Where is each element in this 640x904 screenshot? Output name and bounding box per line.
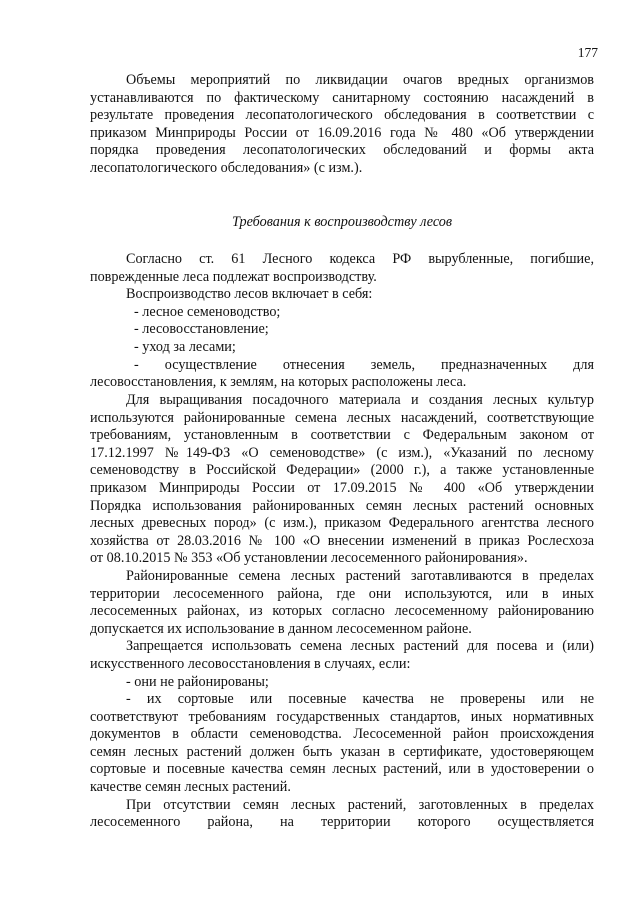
text-line: лесовосстановления, к землям, на которых расположены леса.	[90, 374, 467, 391]
text-line: документов в области семеноводства. Лесосеменной район происхождения	[90, 726, 594, 743]
list-item: - лесовосстановление;	[134, 321, 269, 338]
text-line: используются районированные семена лесных насаждений, соответствующие	[90, 409, 594, 426]
text-line: Объемы мероприятий по ликвидации очагов вредных организмов	[126, 72, 594, 88]
text-line: 17.12.1997 №149-ФЗ «О семеноводстве» (с изм.), «Указаний по лесному	[90, 444, 594, 461]
list-item: - они не районированы;	[126, 673, 269, 690]
text-line: от 08.10.2015 № 353 «Об установлении лесосеменного районирования».	[90, 550, 528, 567]
text-line: приказом Минприроды России от 17.09.2015 № 400 «Об утверждении	[90, 479, 594, 496]
text-line: приказом Минприроды России от 16.09.2016 года № 480 «Об утверждении	[90, 124, 594, 141]
paragraph-forest-code	[90, 251, 594, 392]
text-line: устанавливаются по фактическому санитарному состоянию насаждений в	[90, 89, 594, 106]
text-line: лесопатологического обследования» (с изм.).	[90, 159, 363, 176]
text-line: семеноводству в Российской Федерации» (2000 г.), а также установленные	[90, 462, 594, 479]
text-line: результате проведения лесопатологического обследования в соответствии с	[90, 107, 594, 124]
paragraph-eradication-volumes	[90, 72, 594, 178]
text-line: Порядка использования районированных семян лесных растений основных	[90, 497, 594, 514]
text-line: Запрещается использовать семена лесных растений для посева и (или)	[126, 638, 594, 655]
text-line: поврежденные леса подлежат воспроизводству.	[90, 268, 377, 285]
text-line: При отсутствии семян лесных растений, заготовленных в пределах	[126, 796, 594, 813]
paragraph-seed-material	[90, 392, 594, 832]
text-line: лесосеменных районах, из которых согласно лесосеменному районированию	[90, 603, 594, 620]
list-item: - лесное семеноводство;	[134, 303, 281, 320]
list-item: - уход за лесами;	[134, 338, 236, 355]
text-line: территории лесосеменного района, где они используются, или в иных	[90, 585, 594, 602]
text-line: Для выращивания посадочного материала и создания лесных культур	[126, 392, 594, 408]
text-line: Согласно ст. 61 Лесного кодекса РФ вырубленные, погибшие,	[126, 251, 594, 267]
section-heading: Требования к воспроизводству лесов	[231, 214, 453, 230]
text-line: порядка проведения лесопатологических обследований и формы акта	[90, 142, 594, 159]
text-line: искусственного лесовосстановления в случаях, если:	[90, 655, 411, 672]
list-item: - осуществление отнесения земель, предназначенных для	[134, 356, 594, 373]
text-line: соответствуют требованиям государственных стандартов, иных нормативных	[90, 708, 594, 725]
text-line: допускается их использование в данном лесосеменном районе.	[90, 620, 472, 637]
text-line: Районированные семена лесных растений заготавливаются в пределах	[126, 567, 594, 584]
page-number: 177	[577, 45, 598, 60]
list-item: - их сортовые или посевные качества не проверены или не	[126, 691, 594, 708]
text-line: семян лесных растений должен быть указан в сертификате, удостоверяющем	[90, 743, 594, 760]
text-line: сортовые и посевные качества семян лесных растений, или в удостоверении о	[90, 761, 594, 778]
text-line: требованиям, установленным в соответствии с Федеральным законом от	[90, 427, 594, 444]
text-line: лесосеменного района, на территории которого осуществляется	[90, 814, 594, 831]
text-line: качестве семян лесных растений.	[90, 779, 291, 796]
text-line: Воспроизводство лесов включает в себя:	[126, 286, 373, 303]
text-line: хозяйства от 28.03.2016 № 100 «О внесении изменений в приказ Рослесхоза	[90, 532, 594, 549]
text-line: лесных древесных пород» (с изм.), приказом Федерального агентства лесного	[90, 515, 594, 532]
